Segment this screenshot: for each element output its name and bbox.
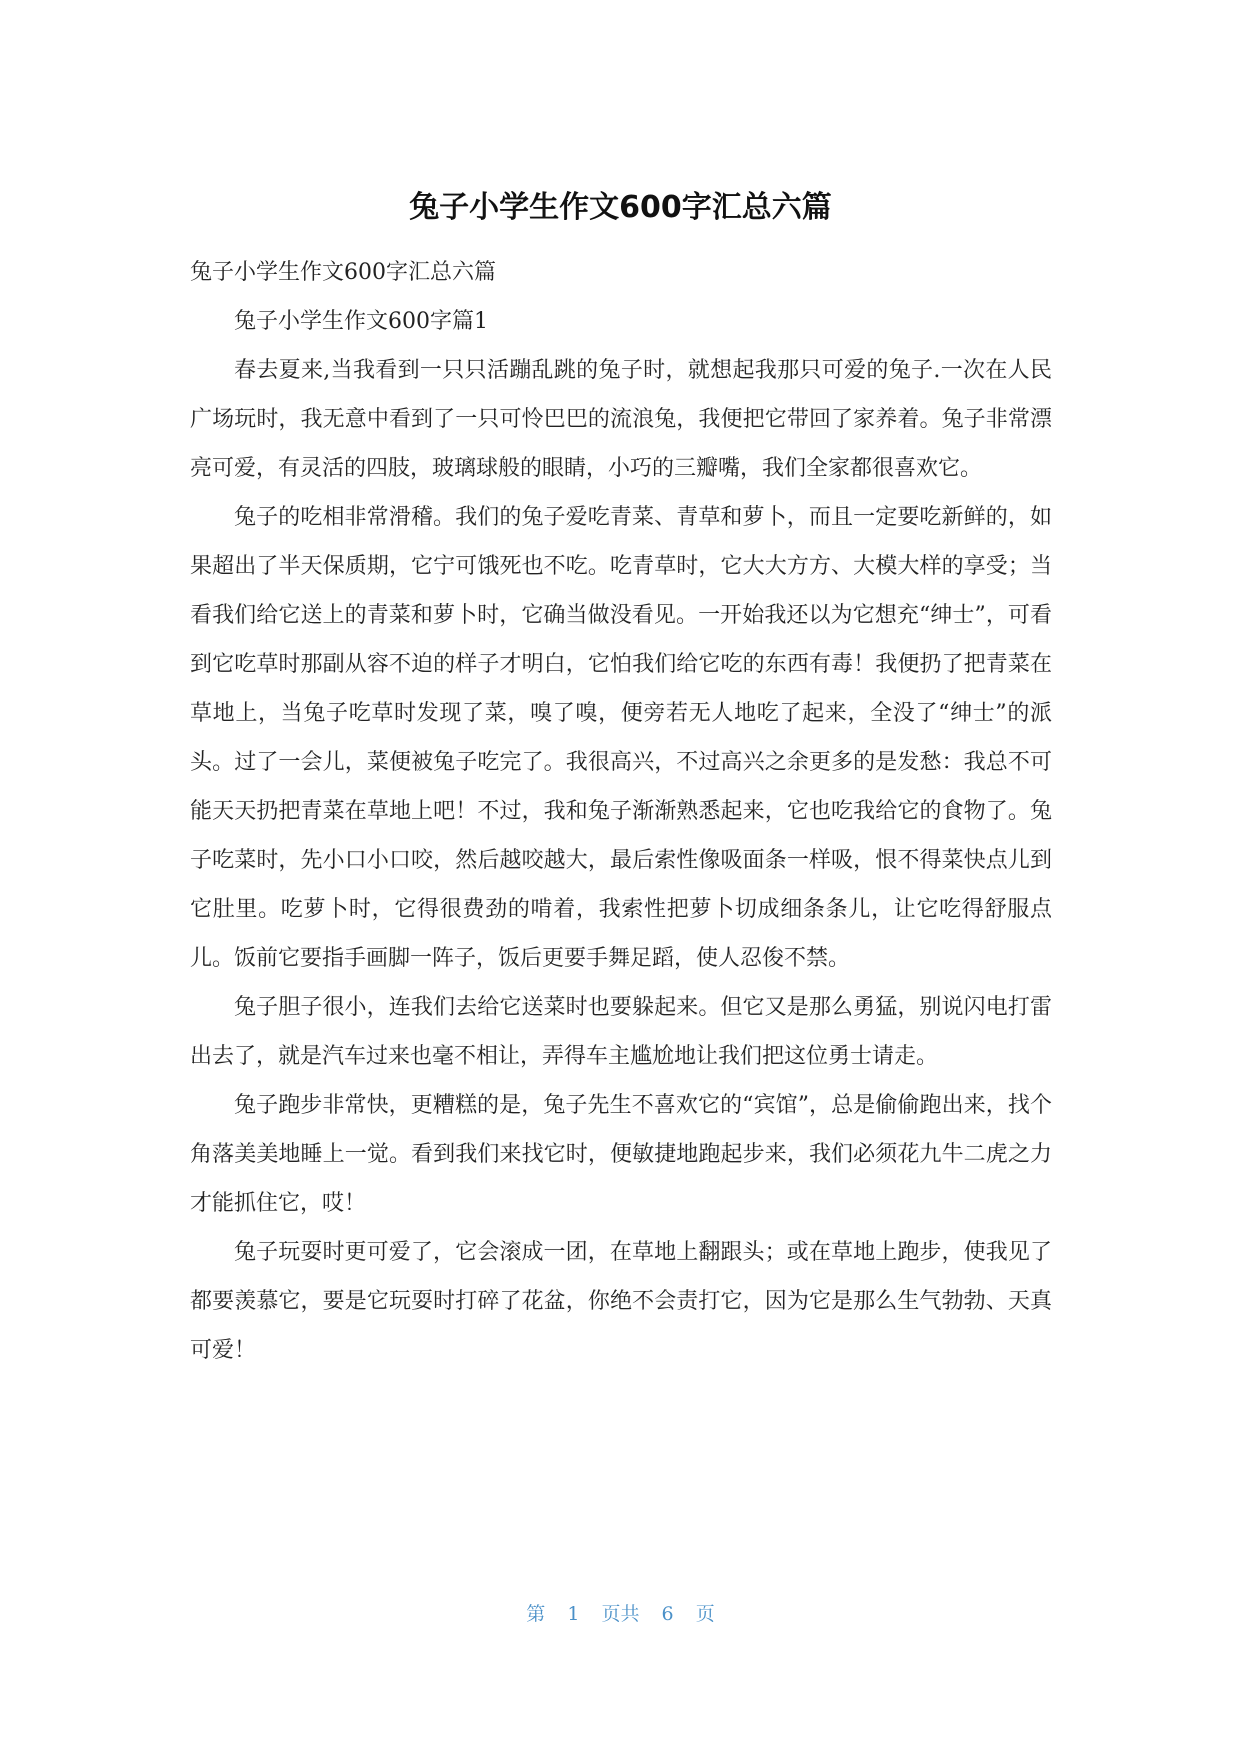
current-page-number: 1	[567, 1603, 580, 1625]
document-title: 兔子小学生作文600字汇总六篇	[409, 190, 832, 225]
footer-label-ye: 页	[695, 1603, 715, 1625]
document-body	[190, 248, 1052, 1375]
footer-label-ye-gong: 页共	[601, 1603, 640, 1625]
paragraph-2: 兔子的吃相非常滑稽。我们的兔子爱吃青菜、青草和萝卜，而且一定要吃新鲜的，如果超出了半天保质期，它宁可饿死也不吃。吃青草时，它大大方方、大模大样的享受；当看我们给它送上的青菜和萝卜时，它确当做没看见。一开始我还以为它想充“绅士”，可看到它吃草时那副从容不迫的样子才明白，它怕我们给它吃的东西有毒！我便扔了把青菜在草地上，当兔子吃草时发现了菜，嗅了嗅，便旁若无人地吃了起来，全没了“绅士”的派头。过了一会儿，菜便被兔子吃完了。我很高兴，不过高兴之余更多的是发愁：我总不可能天天扔把青菜在草地上吧！不过，我和兔子渐渐熟悉起来，它也吃我给它的食物了。兔子吃菜时，先小口小口咬，然后越咬越大，最后索性像吸面条一样吸，恨不得菜快点儿到它肚里。吃萝卜时，它得很费劲的啃着，我索性把萝卜切成细条条儿，让它吃得舒服点儿。饭前它要指手画脚一阵子，饭后更要手舞足蹈，使人忍俊不禁。	[190, 505, 1052, 971]
document-subtitle: 兔子小学生作文600字汇总六篇	[190, 260, 496, 285]
paragraph-4: 兔子跑步非常快，更糟糕的是，兔子先生不喜欢它的“宾馆”，总是偷偷跑出来，找个角落美美地睡上一觉。看到我们来找它时，便敏捷地跑起步来，我们必须花九牛二虎之力才能抓住它，哎！	[190, 1093, 1052, 1216]
section-heading: 兔子小学生作文600字篇1	[234, 309, 488, 334]
total-pages-number: 6	[661, 1603, 674, 1625]
footer-label-di: 第	[526, 1603, 546, 1625]
paragraph-1: 春去夏来,当我看到一只只活蹦乱跳的兔子时，就想起我那只可爱的兔子.一次在人民广场玩时，我无意中看到了一只可怜巴巴的流浪兔，我便把它带回了家养着。兔子非常漂亮可爱，有灵活的四肢，玻璃球般的眼睛，小巧的三瓣嘴，我们全家都很喜欢它。	[190, 358, 1052, 481]
paragraph-3: 兔子胆子很小，连我们去给它送菜时也要躲起来。但它又是那么勇猛，别说闪电打雷出去了，就是汽车过来也毫不相让，弄得车主尴尬地让我们把这位勇士请走。	[190, 995, 1052, 1069]
page-footer	[0, 1600, 1241, 1628]
paragraph-5: 兔子玩耍时更可爱了，它会滚成一团，在草地上翻跟头；或在草地上跑步，使我见了都要羡慕它，要是它玩耍时打碎了花盆，你绝不会责打它，因为它是那么生气勃勃、天真可爱！	[190, 1240, 1052, 1363]
